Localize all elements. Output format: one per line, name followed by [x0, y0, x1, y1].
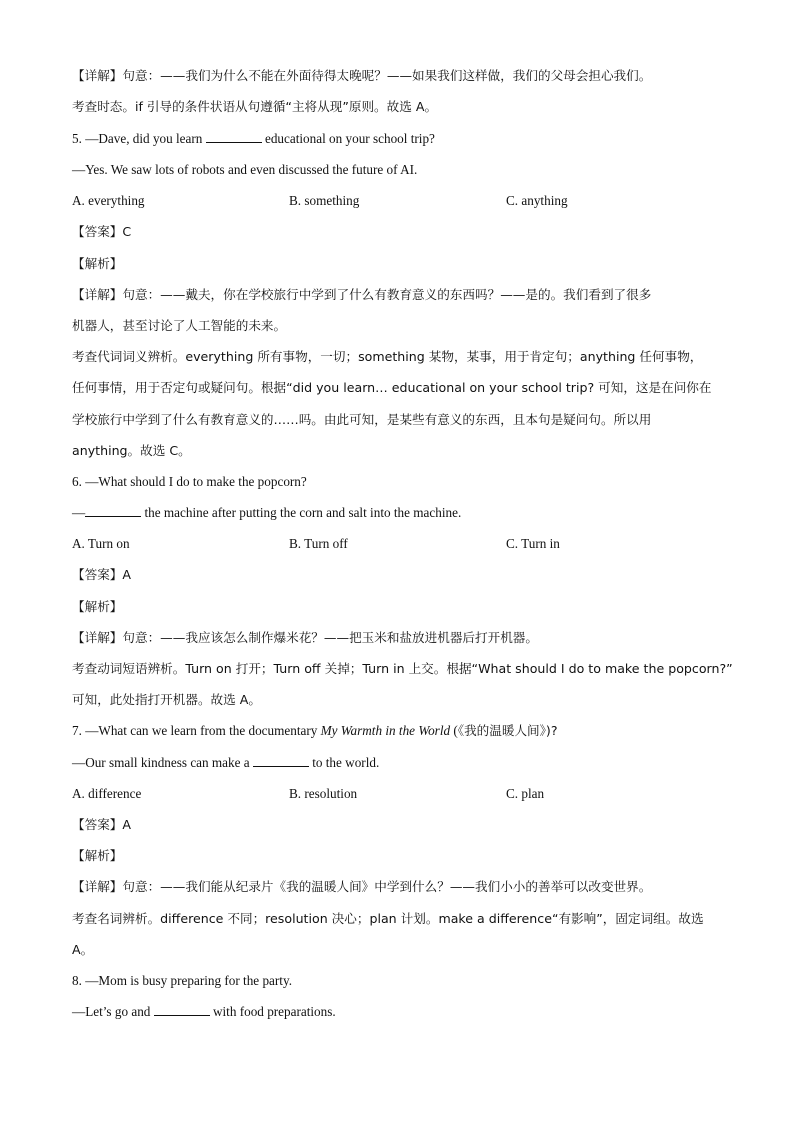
q5-stem	[72, 129, 738, 149]
q8-blank	[154, 1003, 210, 1016]
q6-detail-line-1: 【详解】句意：——我应该怎么制作爆米花？——把玉米和盐放进机器后打开机器。	[72, 630, 538, 645]
q6-reply-post: the machine after putting the corn and salt into the machine.	[141, 505, 462, 520]
q7-blank	[253, 754, 309, 767]
q8-reply-post: with food preparations.	[209, 1004, 336, 1019]
q6-answer: 【答案】A	[72, 567, 131, 582]
q5-reply: —Yes. We saw lots of robots and even discussed the future of AI.	[72, 162, 418, 177]
q7-option-c: C. plan	[506, 786, 545, 801]
q5-option-a: A. everything	[72, 193, 145, 208]
q7-detail-line-3: A。	[72, 942, 94, 957]
q5-stem-pre: 5. —Dave, did you learn	[72, 131, 206, 146]
q7-option-a: A. difference	[72, 786, 142, 801]
q7-stem-post: 《我的温暖人间》)?	[457, 723, 558, 738]
q6-analysis-label: 【解析】	[72, 599, 123, 614]
q8-reply-pre: —Let’s go and	[72, 1004, 154, 1019]
q7-stem-paren: (	[450, 723, 458, 738]
q6-stem: 6. —What should I do to make the popcorn?	[72, 474, 307, 489]
q7-detail-line-1: 【详解】句意：——我们能从纪录片《我的温暖人间》中学到什么？——我们小小的善举可以改变世界。	[72, 879, 652, 894]
q4-detail-line-1: 【详解】句意：——我们为什么不能在外面待得太晚呢？——如果我们这样做，我们的父母会担心我们。	[72, 68, 652, 83]
q5-option-b: B. something	[289, 193, 360, 208]
q4-detail-line-2: 考查时态。if 引导的条件状语从句遵循“主将从现”原则。故选 A。	[72, 99, 438, 114]
q5-detail-line-3: 考查代词词义辨析。everything 所有事物，一切；something 某物，某事，用于肯定句；anything 任何事物，	[72, 349, 703, 364]
q5-detail-line-6: anything。故选 C。	[72, 443, 191, 458]
q5-blank	[206, 130, 262, 143]
q7-answer: 【答案】A	[72, 817, 131, 832]
q8-stem: 8. —Mom is busy preparing for the party.	[72, 973, 292, 988]
q6-detail-line-3: 可知，此处指打开机器。故选 A。	[72, 692, 261, 707]
q7-stem	[72, 721, 738, 741]
q5-detail-line-2: 机器人，甚至讨论了人工智能的未来。	[72, 318, 287, 333]
q7-analysis-label: 【解析】	[72, 848, 123, 863]
q5-detail-line-4: 任何事情，用于否定句或疑问句。根据“did you learn… educational on your school trip? 可知，这是在问你在	[72, 380, 712, 395]
q7-stem-pre: 7. —What can we learn from the documentary	[72, 723, 321, 738]
q7-documentary-title: My Warmth in the World	[320, 723, 451, 738]
q5-analysis-label: 【解析】	[72, 256, 123, 271]
q6-option-a: A. Turn on	[72, 536, 130, 551]
q5-stem-post: educational on your school trip?	[261, 131, 435, 146]
q7-reply-post: to the world.	[308, 755, 380, 770]
q7-detail-line-2: 考查名词辨析。difference 不同；resolution 决心；plan 计划。make a difference“有影响”，固定词组。故选	[72, 911, 704, 926]
q5-detail-line-1: 【详解】句意：——戴夫，你在学校旅行中学到了什么有教育意义的东西吗？——是的。我们看到了很多	[72, 287, 652, 302]
q6-option-c: C. Turn in	[506, 536, 560, 551]
q6-option-b: B. Turn off	[289, 536, 348, 551]
q6-reply	[72, 503, 738, 523]
q7-reply-pre: —Our small kindness can make a	[72, 755, 253, 770]
q7-reply	[72, 753, 738, 773]
q5-option-c: C. anything	[506, 193, 568, 208]
q5-answer: 【答案】C	[72, 224, 132, 239]
q7-option-b: B. resolution	[289, 786, 358, 801]
q5-detail-line-5: 学校旅行中学到了什么有教育意义的……吗。由此可知，是某些有意义的东西，且本句是疑问句。所以用	[72, 412, 652, 427]
q6-reply-pre: —	[72, 505, 86, 520]
q8-reply	[72, 1002, 738, 1022]
q6-detail-line-2: 考查动词短语辨析。Turn on 打开；Turn off 关掉；Turn in 上交。根据“What should I do to make the popcorn?”	[72, 661, 733, 676]
q6-blank	[85, 504, 141, 517]
